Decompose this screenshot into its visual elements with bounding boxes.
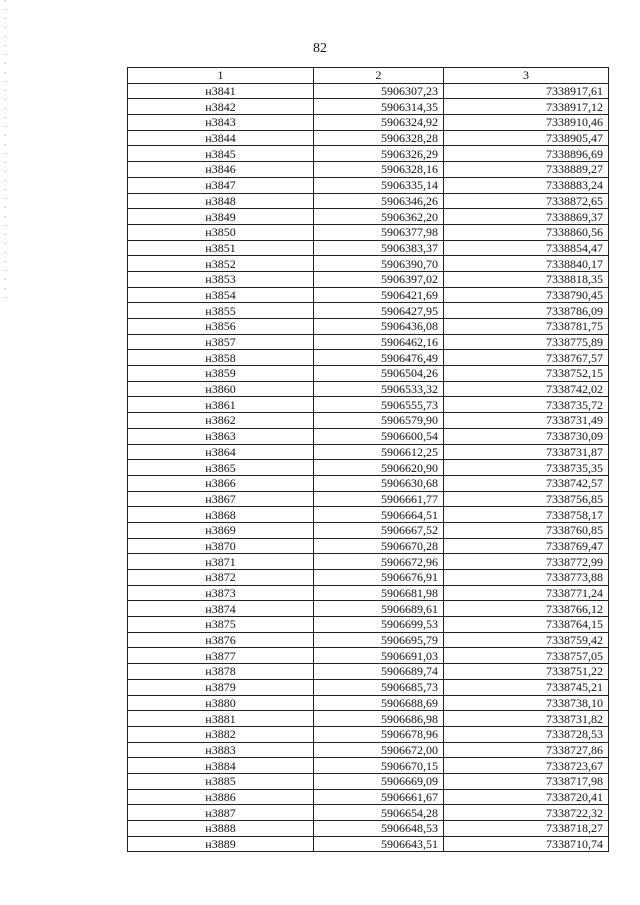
y-coordinate-cell: 7338910,46 — [444, 115, 609, 131]
x-coordinate-cell: 5906689,61 — [314, 601, 444, 617]
table-row — [128, 350, 609, 366]
point-id-cell: н3865 — [128, 460, 314, 476]
point-id-cell: н3880 — [128, 695, 314, 711]
y-coordinate-cell: 7338917,61 — [444, 83, 609, 99]
point-id-cell: н3881 — [128, 711, 314, 727]
y-coordinate-cell: 7338731,82 — [444, 711, 609, 727]
point-id-cell: н3882 — [128, 726, 314, 742]
y-coordinate-cell: 7338731,87 — [444, 444, 609, 460]
table-row — [128, 679, 609, 695]
x-coordinate-cell: 5906661,67 — [314, 789, 444, 805]
x-coordinate-cell: 5906620,90 — [314, 460, 444, 476]
table-row — [128, 773, 609, 789]
y-coordinate-cell: 7338720,41 — [444, 789, 609, 805]
y-coordinate-cell: 7338723,67 — [444, 758, 609, 774]
x-coordinate-cell: 5906377,98 — [314, 224, 444, 240]
x-coordinate-cell: 5906600,54 — [314, 428, 444, 444]
point-id-cell: н3888 — [128, 821, 314, 837]
x-coordinate-cell: 5906643,51 — [314, 836, 444, 852]
x-coordinate-cell: 5906462,16 — [314, 334, 444, 350]
point-id-cell: н3854 — [128, 287, 314, 303]
x-coordinate-cell: 5906504,26 — [314, 366, 444, 382]
table-header-row — [128, 68, 609, 84]
y-coordinate-cell: 7338718,27 — [444, 821, 609, 837]
y-coordinate-cell: 7338745,21 — [444, 679, 609, 695]
y-coordinate-cell: 7338786,09 — [444, 303, 609, 319]
x-coordinate-cell: 5906681,98 — [314, 585, 444, 601]
point-id-cell: н3859 — [128, 366, 314, 382]
table-row — [128, 836, 609, 852]
x-coordinate-cell: 5906661,77 — [314, 491, 444, 507]
table-row — [128, 428, 609, 444]
y-coordinate-cell: 7338717,98 — [444, 773, 609, 789]
x-coordinate-cell: 5906670,15 — [314, 758, 444, 774]
y-coordinate-cell: 7338710,74 — [444, 836, 609, 852]
point-id-cell: н3849 — [128, 209, 314, 225]
x-coordinate-cell: 5906335,14 — [314, 177, 444, 193]
y-coordinate-cell: 7338772,99 — [444, 554, 609, 570]
point-id-cell: н3883 — [128, 742, 314, 758]
table-row — [128, 224, 609, 240]
table-row — [128, 334, 609, 350]
point-id-cell: н3845 — [128, 146, 314, 162]
x-coordinate-cell: 5906688,69 — [314, 695, 444, 711]
point-id-cell: н3855 — [128, 303, 314, 319]
x-coordinate-cell: 5906427,95 — [314, 303, 444, 319]
y-coordinate-cell: 7338730,09 — [444, 428, 609, 444]
table-body — [128, 83, 609, 852]
table-row — [128, 805, 609, 821]
table-row — [128, 240, 609, 256]
point-id-cell: н3860 — [128, 381, 314, 397]
point-id-cell: н3877 — [128, 648, 314, 664]
y-coordinate-cell: 7338751,22 — [444, 664, 609, 680]
point-id-cell: н3874 — [128, 601, 314, 617]
y-coordinate-cell: 7338727,86 — [444, 742, 609, 758]
point-id-cell: н3867 — [128, 491, 314, 507]
table-row — [128, 617, 609, 633]
table-row — [128, 319, 609, 335]
table-row — [128, 475, 609, 491]
point-id-cell: н3841 — [128, 83, 314, 99]
table-row — [128, 460, 609, 476]
x-coordinate-cell: 5906654,28 — [314, 805, 444, 821]
table-row — [128, 664, 609, 680]
point-id-cell: н3863 — [128, 428, 314, 444]
table-row — [128, 570, 609, 586]
x-coordinate-cell: 5906324,92 — [314, 115, 444, 131]
point-id-cell: н3887 — [128, 805, 314, 821]
table-row — [128, 303, 609, 319]
column-header-2: 2 — [314, 68, 444, 84]
point-id-cell: н3885 — [128, 773, 314, 789]
x-coordinate-cell: 5906421,69 — [314, 287, 444, 303]
table-row — [128, 381, 609, 397]
y-coordinate-cell: 7338722,32 — [444, 805, 609, 821]
point-id-cell: н3857 — [128, 334, 314, 350]
x-coordinate-cell: 5906667,52 — [314, 522, 444, 538]
table-row — [128, 130, 609, 146]
table-row — [128, 397, 609, 413]
y-coordinate-cell: 7338759,42 — [444, 632, 609, 648]
point-id-cell: н3884 — [128, 758, 314, 774]
x-coordinate-cell: 5906436,08 — [314, 319, 444, 335]
x-coordinate-cell: 5906612,25 — [314, 444, 444, 460]
table-row — [128, 742, 609, 758]
table-row — [128, 632, 609, 648]
x-coordinate-cell: 5906362,20 — [314, 209, 444, 225]
x-coordinate-cell: 5906346,26 — [314, 193, 444, 209]
table-row — [128, 491, 609, 507]
y-coordinate-cell: 7338840,17 — [444, 256, 609, 272]
table-row — [128, 507, 609, 523]
point-id-cell: н3886 — [128, 789, 314, 805]
y-coordinate-cell: 7338767,57 — [444, 350, 609, 366]
point-id-cell: н3871 — [128, 554, 314, 570]
x-coordinate-cell: 5906630,68 — [314, 475, 444, 491]
y-coordinate-cell: 7338781,75 — [444, 319, 609, 335]
table-row — [128, 366, 609, 382]
point-id-cell: н3842 — [128, 99, 314, 115]
point-id-cell: н3868 — [128, 507, 314, 523]
x-coordinate-cell: 5906686,98 — [314, 711, 444, 727]
x-coordinate-cell: 5906314,35 — [314, 99, 444, 115]
table-row — [128, 522, 609, 538]
y-coordinate-cell: 7338764,15 — [444, 617, 609, 633]
table-row — [128, 758, 609, 774]
table-row — [128, 789, 609, 805]
y-coordinate-cell: 7338872,65 — [444, 193, 609, 209]
point-id-cell: н3862 — [128, 413, 314, 429]
point-id-cell: н3873 — [128, 585, 314, 601]
y-coordinate-cell: 7338905,47 — [444, 130, 609, 146]
point-id-cell: н3870 — [128, 538, 314, 554]
y-coordinate-cell: 7338769,47 — [444, 538, 609, 554]
y-coordinate-cell: 7338742,57 — [444, 475, 609, 491]
table-row — [128, 585, 609, 601]
page-number: 82 — [313, 41, 327, 56]
table-row — [128, 648, 609, 664]
x-coordinate-cell: 5906328,28 — [314, 130, 444, 146]
table-row — [128, 444, 609, 460]
table-row — [128, 162, 609, 178]
x-coordinate-cell: 5906669,09 — [314, 773, 444, 789]
y-coordinate-cell: 7338869,37 — [444, 209, 609, 225]
x-coordinate-cell: 5906676,91 — [314, 570, 444, 586]
x-coordinate-cell: 5906664,51 — [314, 507, 444, 523]
y-coordinate-cell: 7338766,12 — [444, 601, 609, 617]
table-row — [128, 177, 609, 193]
point-id-cell: н3848 — [128, 193, 314, 209]
x-coordinate-cell: 5906328,16 — [314, 162, 444, 178]
x-coordinate-cell: 5906383,37 — [314, 240, 444, 256]
y-coordinate-cell: 7338889,27 — [444, 162, 609, 178]
y-coordinate-cell: 7338790,45 — [444, 287, 609, 303]
table-row — [128, 115, 609, 131]
y-coordinate-cell: 7338771,24 — [444, 585, 609, 601]
x-coordinate-cell: 5906691,03 — [314, 648, 444, 664]
table-row — [128, 538, 609, 554]
x-coordinate-cell: 5906695,79 — [314, 632, 444, 648]
point-id-cell: н3844 — [128, 130, 314, 146]
y-coordinate-cell: 7338742,02 — [444, 381, 609, 397]
coordinates-table — [127, 67, 609, 852]
table-row — [128, 287, 609, 303]
y-coordinate-cell: 7338756,85 — [444, 491, 609, 507]
point-id-cell: н3872 — [128, 570, 314, 586]
y-coordinate-cell: 7338854,47 — [444, 240, 609, 256]
y-coordinate-cell: 7338896,69 — [444, 146, 609, 162]
table-row — [128, 146, 609, 162]
table-row — [128, 601, 609, 617]
point-id-cell: н3850 — [128, 224, 314, 240]
point-id-cell: н3847 — [128, 177, 314, 193]
table-row — [128, 209, 609, 225]
point-id-cell: н3878 — [128, 664, 314, 680]
x-coordinate-cell: 5906685,73 — [314, 679, 444, 695]
table-row — [128, 83, 609, 99]
table-row — [128, 413, 609, 429]
table-row — [128, 726, 609, 742]
y-coordinate-cell: 7338752,15 — [444, 366, 609, 382]
x-coordinate-cell: 5906672,96 — [314, 554, 444, 570]
y-coordinate-cell: 7338775,89 — [444, 334, 609, 350]
table-row — [128, 695, 609, 711]
x-coordinate-cell: 5906397,02 — [314, 271, 444, 287]
y-coordinate-cell: 7338860,56 — [444, 224, 609, 240]
point-id-cell: н3889 — [128, 836, 314, 852]
x-coordinate-cell: 5906678,96 — [314, 726, 444, 742]
point-id-cell: н3858 — [128, 350, 314, 366]
y-coordinate-cell: 7338757,05 — [444, 648, 609, 664]
point-id-cell: н3846 — [128, 162, 314, 178]
x-coordinate-cell: 5906699,53 — [314, 617, 444, 633]
point-id-cell: н3856 — [128, 319, 314, 335]
table-row — [128, 554, 609, 570]
table-row — [128, 193, 609, 209]
point-id-cell: н3852 — [128, 256, 314, 272]
table-row — [128, 711, 609, 727]
x-coordinate-cell: 5906307,23 — [314, 83, 444, 99]
y-coordinate-cell: 7338917,12 — [444, 99, 609, 115]
x-coordinate-cell: 5906326,29 — [314, 146, 444, 162]
point-id-cell: н3851 — [128, 240, 314, 256]
column-header-1: 1 — [128, 68, 314, 84]
y-coordinate-cell: 7338728,53 — [444, 726, 609, 742]
table-row — [128, 99, 609, 115]
point-id-cell: н3864 — [128, 444, 314, 460]
y-coordinate-cell: 7338773,88 — [444, 570, 609, 586]
point-id-cell: н3853 — [128, 271, 314, 287]
y-coordinate-cell: 7338735,72 — [444, 397, 609, 413]
y-coordinate-cell: 7338818,35 — [444, 271, 609, 287]
y-coordinate-cell: 7338735,35 — [444, 460, 609, 476]
x-coordinate-cell: 5906390,70 — [314, 256, 444, 272]
x-coordinate-cell: 5906555,73 — [314, 397, 444, 413]
y-coordinate-cell: 7338738,10 — [444, 695, 609, 711]
table-row — [128, 256, 609, 272]
x-coordinate-cell: 5906579,90 — [314, 413, 444, 429]
x-coordinate-cell: 5906672,00 — [314, 742, 444, 758]
x-coordinate-cell: 5906648,53 — [314, 821, 444, 837]
table-row — [128, 271, 609, 287]
point-id-cell: н3866 — [128, 475, 314, 491]
table-row — [128, 821, 609, 837]
point-id-cell: н3861 — [128, 397, 314, 413]
y-coordinate-cell: 7338760,85 — [444, 522, 609, 538]
y-coordinate-cell: 7338731,49 — [444, 413, 609, 429]
point-id-cell: н3876 — [128, 632, 314, 648]
x-coordinate-cell: 5906533,32 — [314, 381, 444, 397]
point-id-cell: н3879 — [128, 679, 314, 695]
point-id-cell: н3869 — [128, 522, 314, 538]
x-coordinate-cell: 5906670,28 — [314, 538, 444, 554]
point-id-cell: н3843 — [128, 115, 314, 131]
x-coordinate-cell: 5906476,49 — [314, 350, 444, 366]
y-coordinate-cell: 7338883,24 — [444, 177, 609, 193]
point-id-cell: н3875 — [128, 617, 314, 633]
x-coordinate-cell: 5906689,74 — [314, 664, 444, 680]
y-coordinate-cell: 7338758,17 — [444, 507, 609, 523]
column-header-3: 3 — [444, 68, 609, 84]
